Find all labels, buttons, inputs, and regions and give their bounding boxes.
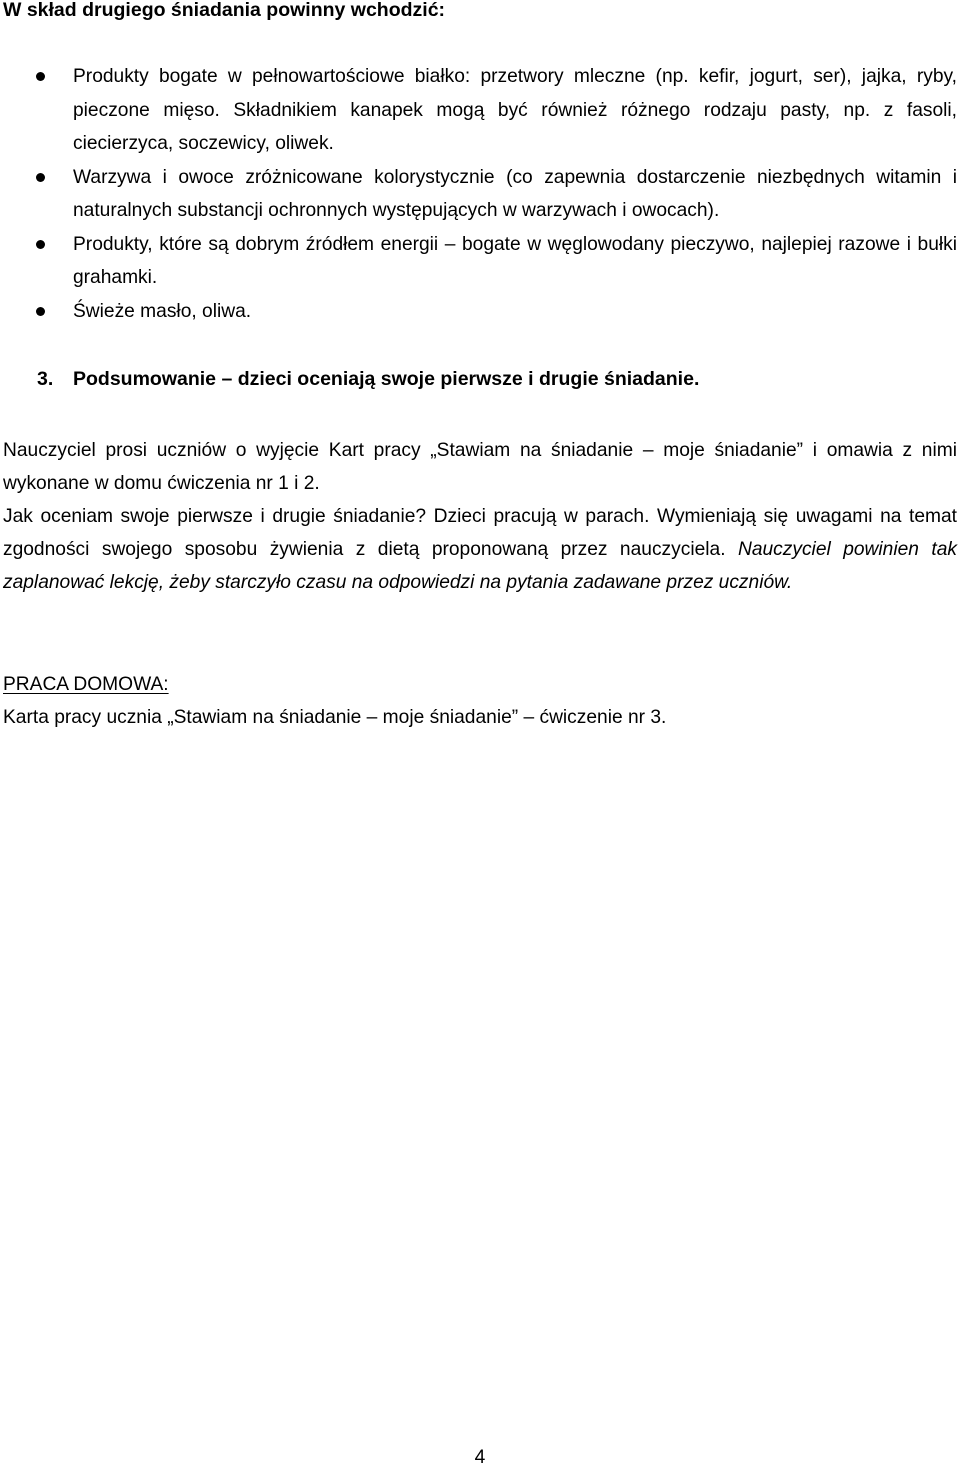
paragraph-summary-note: Nauczyciel powinien tak zaplanować lekcję, żeby starczyło czasu na odpowiedzi na pytania zadawane przez uczniów. [3,539,957,593]
homework-text: Karta pracy ucznia „Stawiam na śniadanie – moje śniadanie” – ćwiczenie nr 3. [3,707,667,728]
bullet-icon [36,173,45,182]
list-item-text: Produkty bogate w pełnowartościowe białko: przetwory mleczne (np. kefir, jogurt, ser), jajka, ryby, pieczone mięso. Składnikiem kanapek mogą być również różnego rodzaju pasty, np. z fasoli, ciecierzyca, soczewicy, oliwek. [73,66,957,154]
bullet-icon [36,240,45,249]
bullet-icon [36,72,45,81]
section-number: 3. [37,368,54,390]
section-title-text: Podsumowanie – dzieci oceniają swoje pierwsze i drugie śniadanie. [73,368,700,390]
list-item [0,60,960,161]
homework-title [3,668,169,701]
bullet-icon [36,307,45,316]
list-item-text: Świeże masło, oliwa. [73,300,252,322]
list-item [0,295,960,329]
section-heading: W skład drugiego śniadania powinny wchodzić: [3,0,446,21]
paragraph-instructions: Nauczyciel prosi uczniów o wyjęcie Kart pracy „Stawiam na śniadanie – moje śniadanie” i omawia z nimi wykonane w domu ćwiczenia nr 1 i 2. [3,440,957,494]
bullet-list [0,60,960,328]
list-item-text: Warzywa i owoce zróżnicowane kolorystycznie (co zapewnia dostarczenie niezbędnych witamin i naturalnych substancji ochronnych występujących w warzywach i owocach). [73,166,957,221]
list-item-text: Produkty, które są dobrym źródłem energii – bogate w węglowodany pieczywo, najlepiej razowe i bułki grahamki. [73,233,957,288]
section-title [37,364,699,394]
paragraph-summary-text: Jak oceniam swoje pierwsze i drugie śniadanie? Dzieci pracują w parach. Wymieniają się uwagami na temat zgodności swojego sposobu żywienia z dietą proponowaną przez nauczyciela. [3,506,957,560]
list-item [0,228,960,295]
list-item [0,161,960,228]
paragraph-summary [3,500,957,599]
page-number: 4 [474,1447,486,1468]
homework-title-text: PRACA DOMOWA: [3,674,169,695]
